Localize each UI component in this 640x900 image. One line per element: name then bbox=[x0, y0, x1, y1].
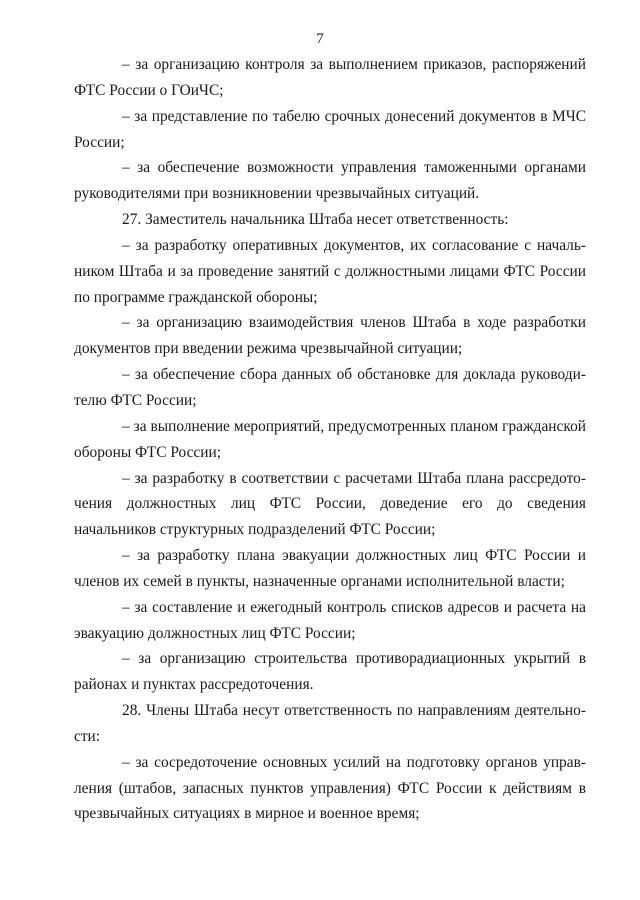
paragraph-urgent-reports: – за представление по табелю срочных донесений документов в МЧС России; bbox=[74, 107, 586, 151]
paragraph-dispersal-plan: – за разработку в соответствии с расчетами Штаба плана рассредоточения должностных лиц ФТС России, доведение его до сведения начальников структурных подразделений ФТС России; bbox=[74, 469, 586, 539]
paragraph-interaction-of-members: – за организацию взаимодействия членов Штаба в ходе разработки документов при введении режима чрезвычайной ситуации; bbox=[74, 314, 586, 358]
paragraph-civil-defense-plan: – за выполнение мероприятий, предусмотренных планом гражданской обороны ФТС России; bbox=[74, 417, 586, 461]
document-body bbox=[74, 52, 586, 827]
paragraph-preparation-of-bodies: – за сосредоточение основных усилий на подготовку органов управления (штабов, запасных пунктов управления) ФТС России к действиям в чрезвычайных ситуациях в мирное и военное время; bbox=[74, 753, 586, 823]
paragraph-management-capability: – за обеспечение возможности управления таможенными органами руководителями при возникновении чрезвычайных ситуаций. bbox=[74, 159, 586, 203]
paragraph-situation-data: – за обеспечение сбора данных об обстановке для доклада руководителю ФТС России; bbox=[74, 366, 586, 409]
section-heading-27: 27. Заместитель начальника Штаба несет ответственность: bbox=[122, 211, 509, 229]
paragraph-operational-documents: – за разработку оперативных документов, их согласование с начальником Штаба и за проведение занятий с должностными лицами ФТС России по программе гражданской обороны; bbox=[74, 236, 586, 306]
paragraph-evacuation-plan: – за разработку плана эвакуации должностных лиц ФТС России и членов их семей в пункты, назначенные органами исполнительной власти; bbox=[74, 547, 586, 590]
paragraph-control-of-orders: – за организацию контроля за выполнением приказов, распоряжений ФТС России о ГОиЧС; bbox=[74, 56, 586, 99]
section-heading-28: 28. Члены Штаба несут ответственность по направлениям деятельности: bbox=[74, 702, 586, 745]
page-number: 7 bbox=[316, 31, 324, 47]
paragraph-shelters: – за организацию строительства противорадиационных укрытий в районах и пунктах рассредоточения. bbox=[74, 650, 586, 694]
paragraph-address-lists: – за составление и ежегодный контроль списков адресов и расчета на эвакуацию должностных лиц ФТС России; bbox=[74, 598, 586, 642]
